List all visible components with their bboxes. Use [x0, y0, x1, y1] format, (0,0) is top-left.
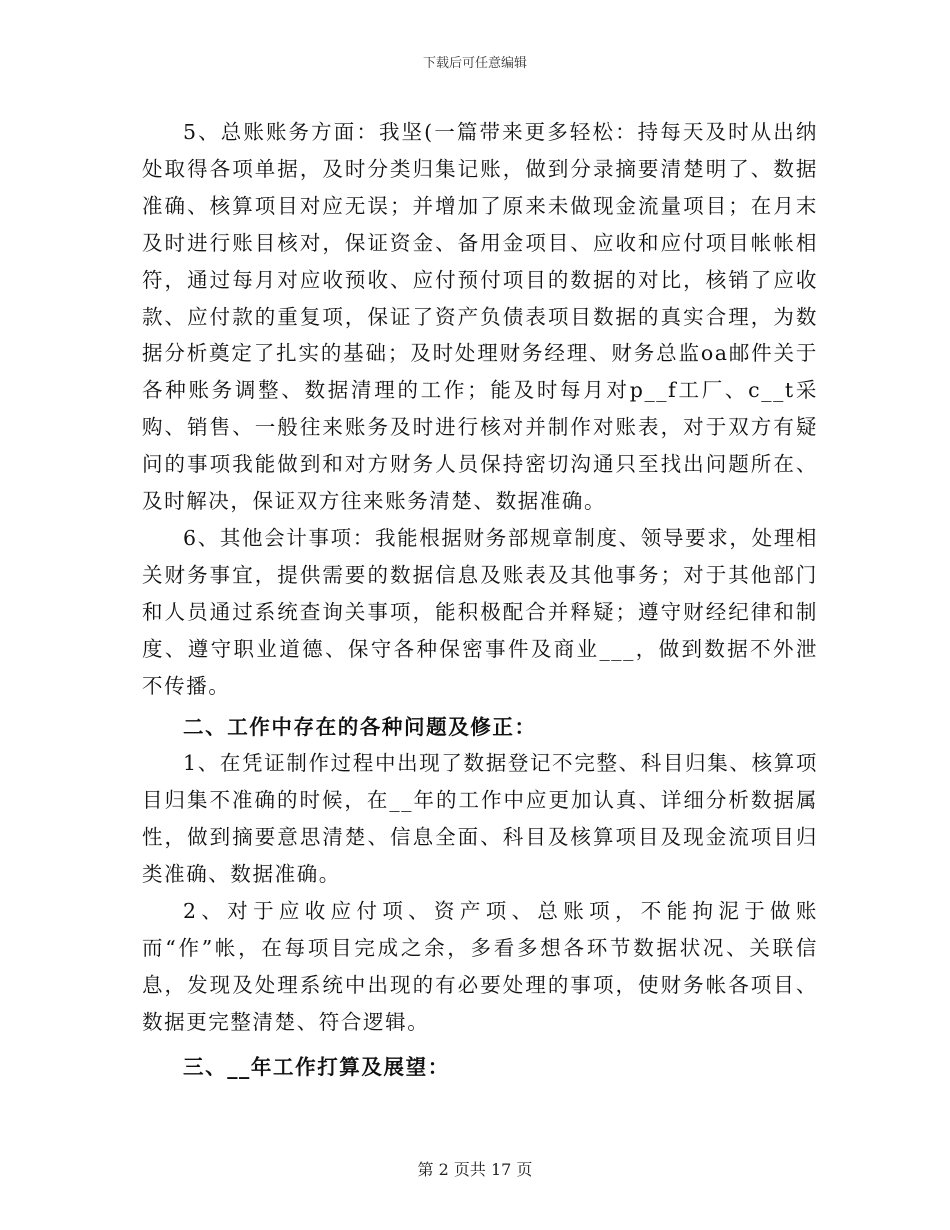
document-body: [142, 114, 818, 1086]
paragraph-problem-1: 1、在凭证制作过程中出现了数据登记不完整、科目归集、核算项目归集不准确的时候，在__年的工作中应更加认真、详细分析数据属性，做到摘要意思清楚、信息全面、科目及核算项目及现金流项目归类准确、数据准确。: [142, 751, 818, 887]
section-heading-problems: 二、工作中存在的各种问题及修正：: [183, 714, 537, 739]
page-footer: 第 2 页共 17 页: [417, 1160, 533, 1179]
paragraph-general-ledger: 5、总账账务方面：我坚(一篇带来更多轻松：持每天及时从出纳处取得各项单据，及时分类归集记账，做到分录摘要清楚明了、数据准确、核算项目对应无误；并增加了原来未做现金流量项目；在月末及时进行账目核对，保证资金、备用金项目、应收和应付项目帐帐相符，通过每月对应收预收、应付预付项目的数据的对比，核销了应收款、应付款的重复项，保证了资产负债表项目数据的真实合理，为数据分析奠定了扎实的基础；及时处理财务经理、财务总监oa邮件关于各种账务调整、数据清理的工作；能及时每月对p__f工厂、c__t采购、销售、一般往来账务及时进行核对并制作对账表，对于双方有疑问的事项我能做到和对方财务人员保持密切沟通只至找出问题所在、及时解决，保证双方往来账务清楚、数据准确。: [142, 120, 818, 514]
paragraph-problem-2: 2、对于应收应付项、资产项、总账项，不能拘泥于做账而“作”帐，在每项目完成之余，多看多想各环节数据状况、关联信息，发现及处理系统中出现的有必要处理的事项，使财务帐各项目、数据更完整清楚、符合逻辑。: [142, 899, 818, 1034]
section-heading-plans: 三、__年工作打算及展望：: [183, 1054, 450, 1079]
paragraph-other-accounting: 6、其他会计事项：我能根据财务部规章制度、领导要求，处理相关财务事宜，提供需要的数据信息及账表及其他事务；对于其他部门和人员通过系统查询关事项，能积极配合并释疑；遵守财经纪律和制度、遵守职业道德、保守各种保密事件及商业___，做到数据不外泄不传播。: [142, 525, 818, 698]
page-header: 下载后可任意编辑: [422, 56, 527, 71]
